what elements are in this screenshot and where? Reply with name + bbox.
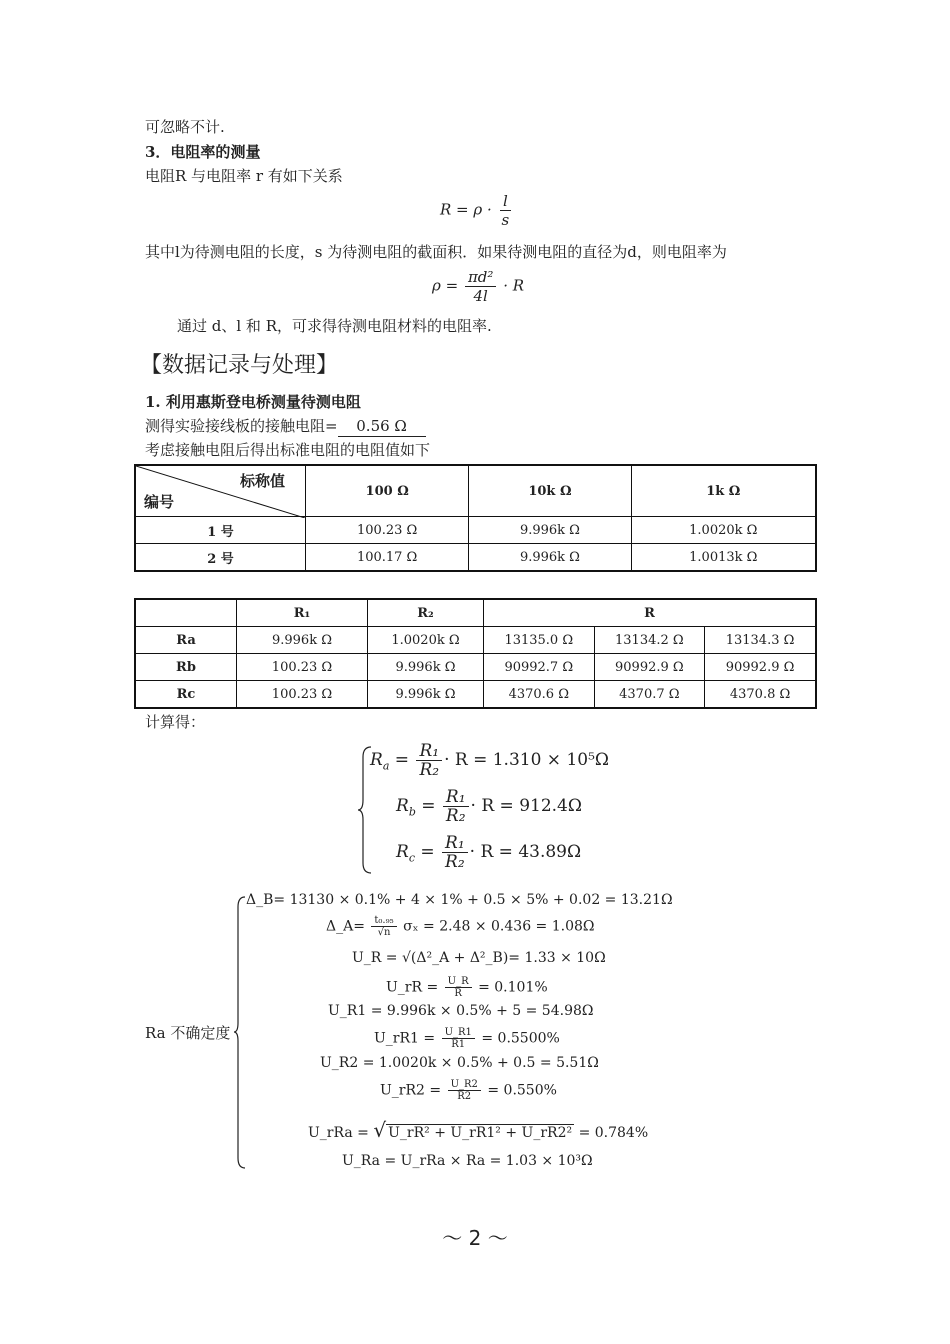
urra-equation <box>308 1118 648 1142</box>
ur2-equation: U_R2 = 1.0020k × 0.5% + 0.5 = 5.51Ω <box>320 1055 599 1071</box>
subscript: c <box>408 851 415 865</box>
ur1-equation: U_R1 = 9.996k × 0.5% + 5 = 54.98Ω <box>328 1003 594 1019</box>
result-rc: $R_c$ = $\frac{\text{R₁}}{\text{R₂}}$ · R = 43.89Ω <box>396 833 582 872</box>
text-conclusion: 通过 d、l 和 R，可求得待测电阻材料的电阻率. <box>177 317 492 335</box>
table-cell: 4370.6 Ω <box>484 681 595 709</box>
equation-lhs: Δ_A= <box>326 918 365 935</box>
table-cell: 9.996k Ω <box>368 654 484 681</box>
formula-resistivity <box>432 268 524 305</box>
ura-equation: U_Ra = U_rRa × Ra = 1.03 × 10³Ω <box>342 1153 593 1169</box>
result-value: · R = 912.4Ω <box>470 796 582 816</box>
formula-fraction <box>465 268 496 305</box>
table-row <box>135 681 816 709</box>
subsection-1-title: 1. 利用惠斯登电桥测量待测电阻 <box>145 393 361 411</box>
equation-lhs: U_rRa = <box>308 1125 369 1141</box>
page-number: ～ 2 ～ <box>442 1226 508 1250</box>
result-value: · R = 43.89Ω <box>469 842 582 862</box>
urr2-equation <box>380 1079 557 1102</box>
column-header: R₂ <box>368 599 484 627</box>
fraction-denominator: 4l <box>473 287 488 305</box>
uncertainty-label: Ra 不确定度 <box>145 1024 231 1042</box>
fraction <box>416 742 442 779</box>
fraction <box>443 788 469 825</box>
result-ra: $R_a$ = $\frac{\text{R₁}}{\text{R₂}}$ · R = 1.310 × 10⁵Ω <box>370 741 609 780</box>
table-cell: 9.996k Ω <box>237 627 368 654</box>
table-cell: 90992.9 Ω <box>594 654 705 681</box>
calc-label: 计算得： <box>145 713 206 731</box>
text-relation: 电阻R 与电阻率 r 有如下关系 <box>145 167 343 185</box>
table-row <box>135 654 816 681</box>
equation-lhs: U_rR = <box>386 979 439 996</box>
fraction-numerator: t₀.₉₅ <box>371 915 396 927</box>
fraction-denominator: R1 <box>451 1039 466 1050</box>
fraction-numerator: U_R2 <box>448 1079 481 1091</box>
sqrt-icon: √ <box>373 1118 387 1142</box>
standard-resistance-label: 考虑接触电阻后得出标准电阻的电阻值如下 <box>145 441 431 459</box>
table-corner-cell <box>135 465 306 517</box>
equation-rhs: σₓ = 2.48 × 0.436 = 1.08Ω <box>403 918 595 935</box>
fraction-numerator: l <box>500 192 511 211</box>
equation-rhs: = 0.550% <box>487 1082 557 1099</box>
result-rb: $R_b$ = $\frac{\text{R₁}}{\text{R₂}}$ · R = 912.4Ω <box>396 787 582 826</box>
contact-resistance-value: 0.56 Ω <box>338 416 426 437</box>
formula-lhs: ρ = <box>432 276 459 295</box>
ur-equation: U_R = √(Δ²_A + Δ²_B)= 1.33 × 10Ω <box>352 950 606 966</box>
fraction-denominator: R₂ <box>445 852 465 872</box>
fraction-numerator: R₁ <box>442 834 468 853</box>
table-cell: 90992.9 Ω <box>705 654 816 681</box>
table-cell: 1.0013k Ω <box>631 544 816 572</box>
corner-header-number: 编号 <box>144 493 175 511</box>
table-cell: 9.996k Ω <box>469 517 631 544</box>
table-cell: 4370.7 Ω <box>594 681 705 709</box>
row-label: Ra <box>135 627 237 654</box>
fraction-numerator: U_R <box>445 976 472 988</box>
table-row <box>135 627 816 654</box>
fraction-denominator: R2 <box>457 1091 472 1102</box>
fraction-numerator: πd² <box>465 268 496 287</box>
row-label: 2 号 <box>135 544 306 572</box>
fraction-denominator: R₂ <box>419 760 440 780</box>
table-cell: 90992.7 Ω <box>484 654 595 681</box>
fraction-denominator: R₂ <box>445 806 466 826</box>
formula-rhs: · R <box>503 276 525 295</box>
column-header: 1k Ω <box>631 465 816 517</box>
table-cell: 13134.3 Ω <box>705 627 816 654</box>
table-row <box>135 544 816 572</box>
fraction-numerator: U_R1 <box>442 1027 475 1039</box>
delta-b-equation: Δ_B= 13130 × 0.1% + 4 × 1% + 0.5 × 5% + 0.02 = 13.21Ω <box>246 892 673 908</box>
row-label: 1 号 <box>135 517 306 544</box>
row-label: Rb <box>135 654 237 681</box>
table-cell: 13135.0 Ω <box>484 627 595 654</box>
column-header: R <box>484 599 817 627</box>
subscript: a <box>382 759 390 773</box>
result-value: · R = 1.310 × 10⁵Ω <box>444 750 609 770</box>
fraction-denominator: R <box>454 988 462 999</box>
text-definition: 其中l为待测电阻的长度，s 为待测电阻的截面积．如果待测电阻的直径为d，则电阻率为 <box>145 243 727 261</box>
equation-rhs: = 0.101% <box>478 979 548 996</box>
table-cell: 13134.2 Ω <box>594 627 705 654</box>
fraction-numerator: R₁ <box>443 788 469 807</box>
table-cell: 9.996k Ω <box>368 681 484 709</box>
urr-equation <box>386 976 548 999</box>
equation-rhs: = 0.784% <box>578 1125 649 1141</box>
empty-header <box>135 599 237 627</box>
left-brace-icon <box>233 895 247 1170</box>
contact-resistance-label: 测得实验接线板的接触电阻= <box>145 417 338 435</box>
equation-rhs: = 0.5500% <box>481 1030 560 1047</box>
fraction <box>442 834 468 871</box>
table-cell: 100.23 Ω <box>237 681 368 709</box>
symbol: R <box>396 842 409 862</box>
section-3-title: 3．电阻率的测量 <box>145 143 261 161</box>
symbol: R <box>370 750 383 770</box>
text-ignore-note: 可忽略不计. <box>145 118 225 136</box>
table-cell: 100.17 Ω <box>306 544 469 572</box>
equation-lhs: U_rR1 = <box>374 1030 436 1047</box>
urr1-equation <box>374 1027 560 1050</box>
subscript: b <box>408 805 416 819</box>
table-cell: 100.23 Ω <box>237 654 368 681</box>
fraction-denominator: s <box>501 211 510 229</box>
formula-lhs: R = ρ · <box>440 200 492 219</box>
symbol: R <box>396 796 409 816</box>
fraction-numerator: R₁ <box>416 742 442 761</box>
column-header: 100 Ω <box>306 465 469 517</box>
section-heading: 【数据记录与处理】 <box>140 353 339 378</box>
table-cell: 100.23 Ω <box>306 517 469 544</box>
table-cell: 1.0020k Ω <box>631 517 816 544</box>
fraction <box>448 1079 481 1102</box>
row-label: Rc <box>135 681 237 709</box>
fraction <box>445 976 472 999</box>
table-cell: 9.996k Ω <box>469 544 631 572</box>
sqrt-content: U_rR² + U_rR1² + U_rR2² <box>388 1125 573 1141</box>
column-header: 10k Ω <box>469 465 631 517</box>
bridge-measurement-table <box>134 598 817 709</box>
table-cell: 1.0020k Ω <box>368 627 484 654</box>
table-row <box>135 517 816 544</box>
column-header: R₁ <box>237 599 368 627</box>
table-cell: 4370.8 Ω <box>705 681 816 709</box>
fraction <box>442 1027 475 1050</box>
delta-a-equation <box>326 915 595 938</box>
formula-fraction <box>499 192 513 229</box>
formula-resistance <box>440 192 514 229</box>
corner-header-nominal: 标称值 <box>239 472 285 490</box>
contact-resistance-line <box>145 416 426 437</box>
fraction-denominator: √n <box>377 927 391 938</box>
fraction <box>371 915 396 938</box>
standard-resistance-table <box>134 464 817 572</box>
equation-lhs: U_rR2 = <box>380 1082 442 1099</box>
